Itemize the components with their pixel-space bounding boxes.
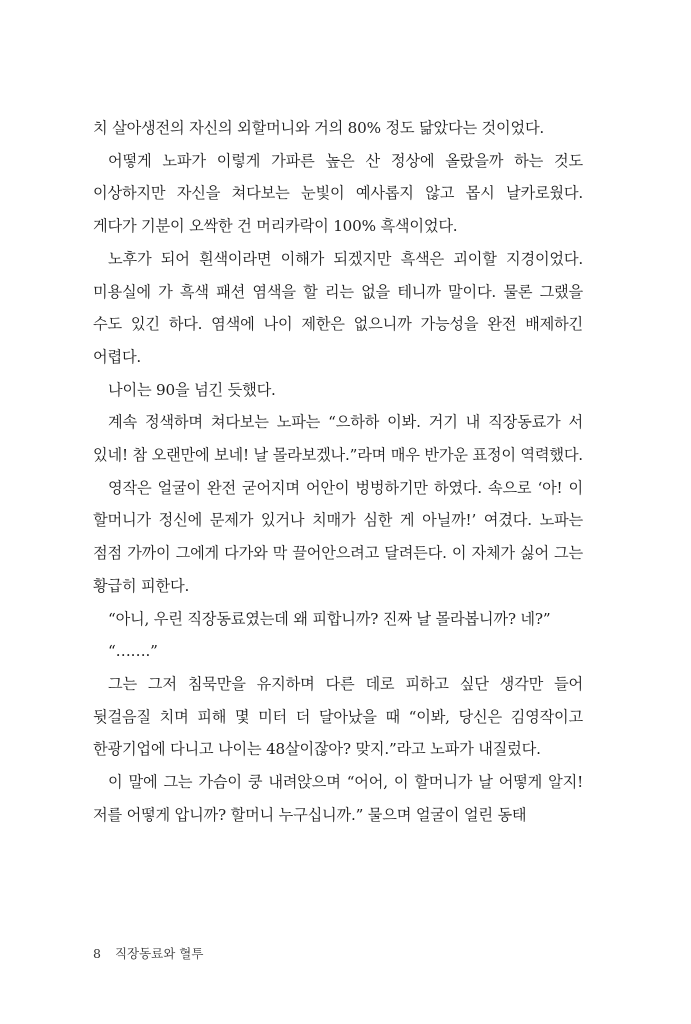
body-text bbox=[93, 112, 583, 831]
running-title: 직장동료와 혈투 bbox=[114, 946, 204, 961]
paragraph: 그는 그저 침묵만을 유지하며 다른 데로 피하고 싶단 생각만 들어 뒷걸음질 치며 피해 몇 미터 더 달아났을 때 “이봐, 당신은 김영작이고 한광기업에 다니고 나이는 48살이잖아? 맞지.”라고 노파가 내질렀다. bbox=[93, 674, 583, 759]
paragraph: “아니, 우린 직장동료였는데 왜 피합니까? 진짜 날 몰라봅니까? 네?” bbox=[108, 609, 551, 628]
paragraph: 어떻게 노파가 이렇게 가파른 높은 산 정상에 올랐을까 하는 것도 이상하지만 자신을 쳐다보는 눈빛이 예사롭지 않고 몹시 날카로웠다. 게다가 기분이 오싹한 건 머리카락이 100% 흑색이었다. bbox=[93, 151, 583, 236]
paragraph: 영작은 얼굴이 완전 굳어지며 어안이 벙벙하기만 하였다. 속으로 ‘아! 이 할머니가 정신에 문제가 있거나 치매가 심한 게 아닐까!’ 여겼다. 노파는 점점 가까이 그에게 다가와 막 끌어안으려고 달려든다. 이 자체가 싫어 그는 황급히 피한다. bbox=[93, 478, 583, 595]
paragraph: 치 살아생전의 자신의 외할머니와 거의 80% 정도 닮았다는 것이었다. bbox=[93, 119, 545, 137]
paragraph: “…….” bbox=[108, 642, 158, 661]
page-number: 8 bbox=[93, 946, 101, 961]
paragraph: 나이는 90을 넘긴 듯했다. bbox=[108, 380, 276, 399]
paragraph: 계속 정색하며 쳐다보는 노파는 “으하하 이봐. 거기 내 직장동료가 서 있네! 참 오랜만에 보네! 날 몰라보겠나.”라며 매우 반가운 표정이 역력했다. bbox=[93, 413, 583, 465]
paragraph: 노후가 되어 흰색이라면 이해가 되겠지만 흑색은 괴이할 지경이었다. 미용실에 가 흑색 패션 염색을 할 리는 없을 테니까 말이다. 물론 그랬을 수도 있긴 하다. 염색에 나이 제한은 없으니까 가능성을 완전 배제하긴 어렵다. bbox=[93, 249, 583, 366]
page-footer bbox=[93, 944, 203, 962]
paragraph: 이 말에 그는 가슴이 쿵 내려앉으며 “어어, 이 할머니가 날 어떻게 알지! 저를 어떻게 압니까? 할머니 누구십니까.” 물으며 얼굴이 얼린 동태 bbox=[93, 773, 583, 824]
